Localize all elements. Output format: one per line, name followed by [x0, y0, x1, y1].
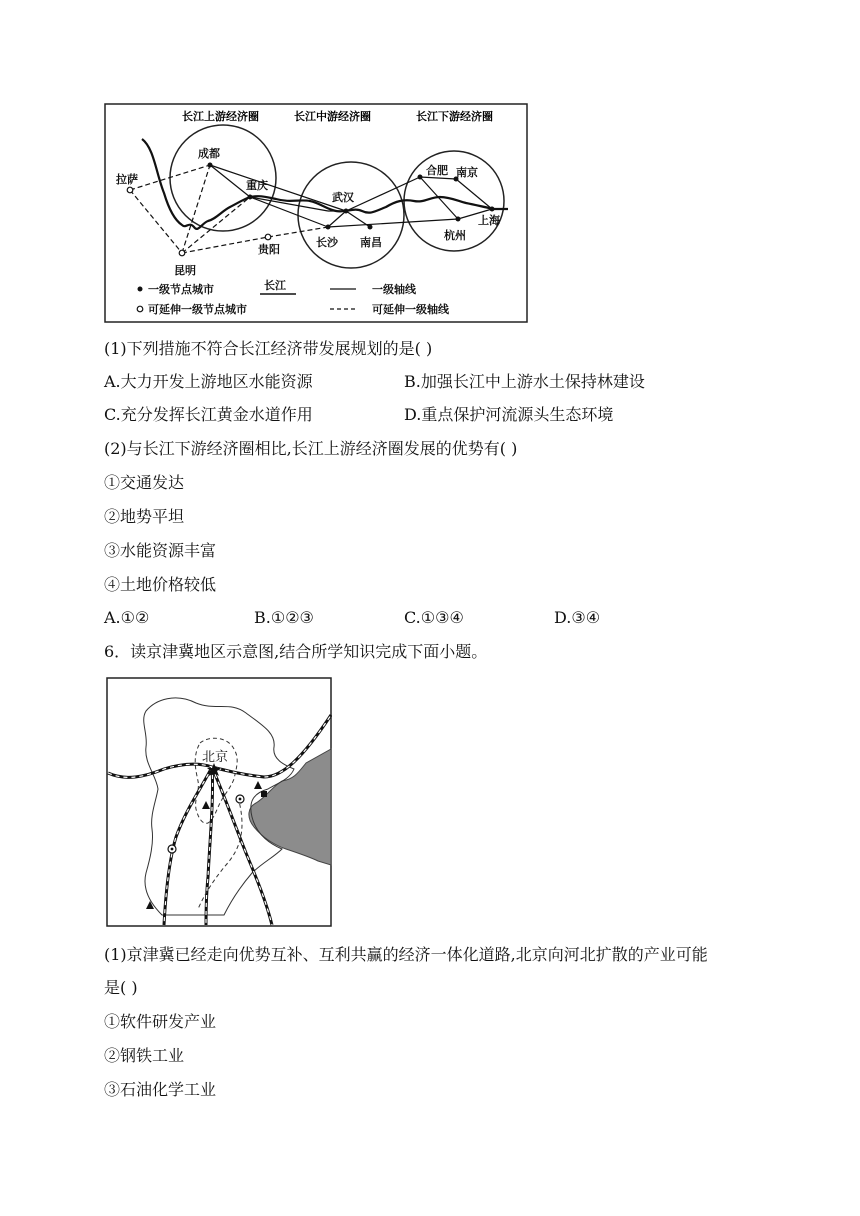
q5-2-option-b[interactable]: B.①②③ [254, 608, 314, 627]
q6-1-stem-line1: (1)京津冀已经走向优势互补、互利共赢的经济一体化道路,北京向河北扩散的产业可能 [104, 945, 708, 964]
q5-1-stem: (1)下列措施不符合长江经济带发展规划的是( ) [104, 339, 433, 358]
q5-2-stem: (2)与长江下游经济圈相比,长江上游经济圈发展的优势有( ) [104, 439, 518, 458]
city-hefei: 合肥 [426, 164, 448, 177]
legend-extend-city: 可延伸一级节点城市 [148, 303, 247, 316]
q5-1-option-a[interactable]: A.大力开发上游地区水能资源 [104, 372, 313, 391]
region-upper-label: 长江上游经济圈 [182, 110, 259, 123]
q5-2-item-3: ③水能资源丰富 [104, 541, 217, 560]
q5-2-option-c[interactable]: C.①③④ [404, 608, 464, 627]
yangtze-economic-belt-map [104, 103, 528, 323]
q5-2-item-1: ①交通发达 [104, 473, 185, 492]
city-nanchang: 南昌 [360, 236, 382, 249]
legend-node-city: 一级节点城市 [148, 283, 214, 296]
city-hangzhou: 杭州 [444, 229, 466, 242]
q6-1-item-3: ③石油化学工业 [104, 1080, 217, 1099]
q6-1-item-1: ①软件研发产业 [104, 1012, 217, 1031]
city-lasa: 拉萨 [116, 173, 138, 186]
city-chengdu: 成都 [198, 147, 220, 160]
q6-1-item-2: ②钢铁工业 [104, 1046, 185, 1065]
legend-axis: 一级轴线 [372, 283, 416, 296]
city-shanghai: 上海 [478, 214, 500, 227]
q5-1-option-b[interactable]: B.加强长江中上游水土保持林建设 [404, 372, 645, 391]
region-middle-label: 长江中游经济圈 [294, 110, 371, 123]
beijing-label: 北京 [202, 750, 229, 765]
jingjinji-map [106, 677, 332, 927]
city-wuhan: 武汉 [332, 191, 354, 204]
q5-2-option-a[interactable]: A.①② [104, 608, 150, 627]
legend-extend-axis: 可延伸一级轴线 [372, 303, 449, 316]
q5-1-option-c[interactable]: C.充分发挥长江黄金水道作用 [104, 405, 313, 424]
q6-intro: 6．读京津冀地区示意图,结合所学知识完成下面小题。 [104, 642, 488, 661]
q5-1-option-d[interactable]: D.重点保护河流源头生态环境 [404, 405, 614, 424]
q5-2-item-4: ④土地价格较低 [104, 575, 217, 594]
q6-1-stem-line2: 是( ) [104, 978, 138, 997]
legend-river: 长江 [264, 279, 286, 292]
city-nanjing: 南京 [456, 166, 478, 179]
city-changsha: 长沙 [316, 236, 338, 249]
city-chongqing: 重庆 [246, 179, 268, 192]
q5-2-item-2: ②地势平坦 [104, 507, 185, 526]
city-guiyang: 贵阳 [258, 243, 280, 256]
city-kunming: 昆明 [174, 264, 196, 277]
q5-2-option-d[interactable]: D.③④ [554, 608, 601, 627]
region-lower-label: 长江下游经济圈 [416, 110, 493, 123]
